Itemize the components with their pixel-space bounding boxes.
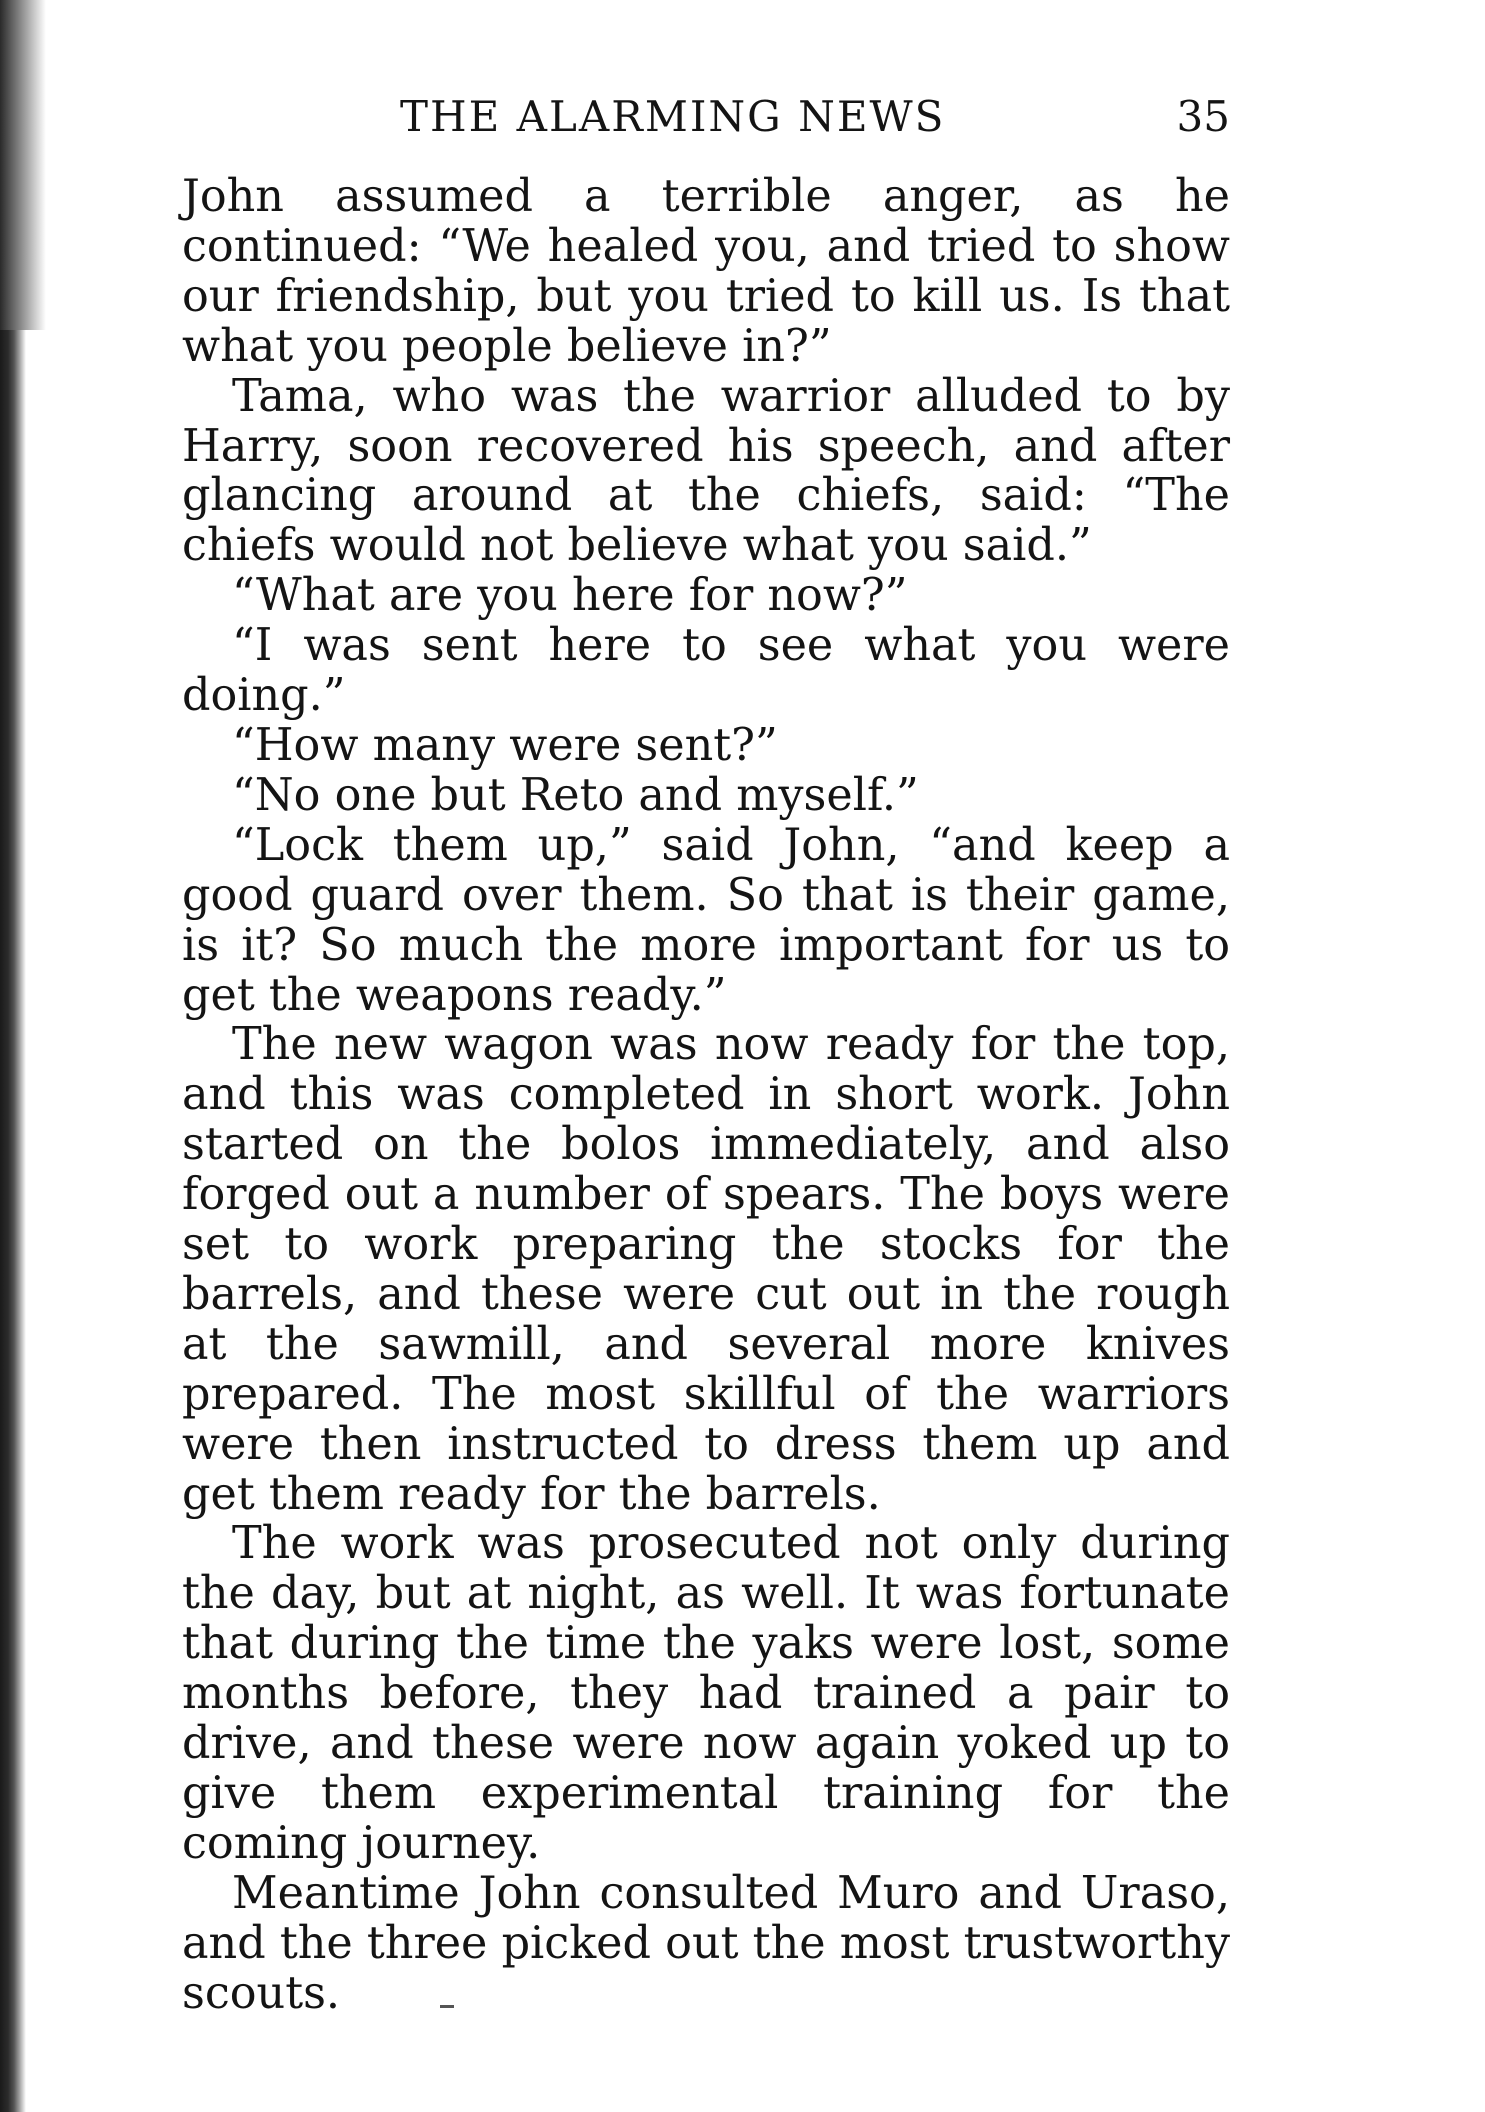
paragraph: Tama, who was the warrior alluded to by Harry, soon recovered his speech, and after glancing around at the chiefs, said: “The chiefs would not believe what you said.” [182,370,1230,572]
page-number: 35 [1176,92,1230,141]
paragraph: “No one but Reto and myself.” [232,769,919,821]
paragraph: “How many were sent?” [232,719,778,771]
body-text [182,172,1230,2019]
running-head [180,92,1230,152]
paragraph: The new wagon was now ready for the top, and this was completed in short work. John started on the bolos immediately, and also forged out a number of spears. The boys were set to work preparing the stocks for the barrels, and these were cut out in the rough at the sawmill, and several more knives prepared. The most skillful of the warriors were then instructed to dress them up and get them ready for the barrels. [182,1019,1230,1520]
paragraph: “I was sent here to see what you were doing.” [182,620,1230,722]
page-binding-shadow [0,0,46,330]
chapter-title: THE ALARMING NEWS [400,92,946,141]
paragraph: “What are you here for now?” [232,570,908,622]
paragraph: John assumed a terrible anger, as he continued: “We healed you, and tried to show our friendship, but you tried to kill us. Is that what you people believe in?” [182,171,1230,372]
ink-speck [440,2005,454,2008]
paragraph: “Lock them up,” said John, “and keep a good guard over them. So that is their game, is it? So much the more important for us to get the weapons ready.” [182,819,1230,1021]
paragraph: The work was prosecuted not only during the day, but at night, as well. It was fortunate that during the time the yaks were lost, some months before, they had trained a pair to drive, and these were now again yoked up to give them experimental training for the coming journey. [182,1518,1230,1869]
paragraph: Meantime John consulted Muro and Uraso, and the three picked out the most trustworthy scouts. [182,1867,1230,2019]
